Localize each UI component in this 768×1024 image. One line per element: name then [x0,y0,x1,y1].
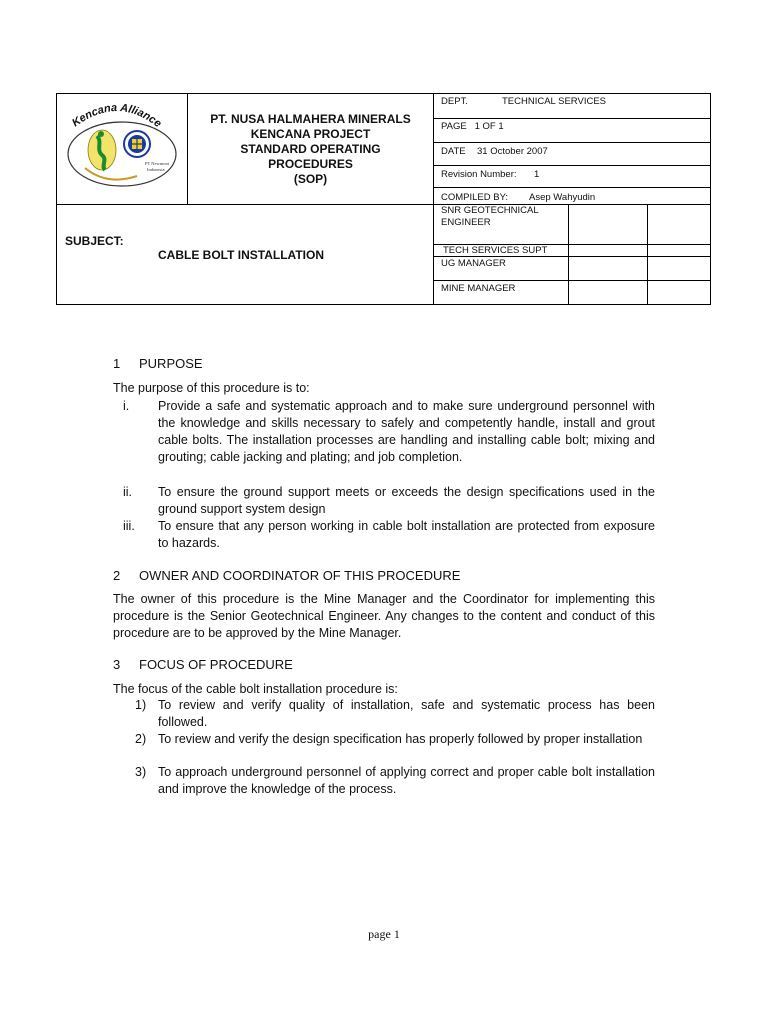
list-text: To review and verify quality of installation, safe and systematic process has been followed. [158,698,655,729]
col-line [568,204,569,304]
row-line [433,280,710,281]
revision-value: 1 [534,169,540,180]
list-marker: ii. [123,485,133,499]
compiled-value: Asep Wahyudin [529,192,596,203]
company-logo [57,94,188,204]
approval-ug-manager: UG MANAGER [441,258,506,269]
section-heading [113,568,460,583]
title-line: (SOP) [293,171,328,186]
row-line [433,187,710,188]
title-line: PT. NUSA HALMAHERA MINERALS [210,111,411,126]
approval-snr-geotech: SNR GEOTECHNICAL ENGINEER [441,205,539,228]
page-info: PAGE 1 OF 1 [441,121,504,132]
section-intro: The focus of the cable bolt installation procedure is: [113,682,398,696]
title-line: STANDARD OPERATING [240,141,381,156]
approval-tech-services-supt: TECH SERVICES SUPT [443,245,548,256]
list-item [113,764,655,798]
list-text: To ensure that any person working in cable bolt installation are protected from exposure to hazards. [158,519,655,550]
list-marker: i. [123,399,130,413]
title-line: PROCEDURES [268,156,353,171]
page-footer: page 1 [368,927,400,941]
list-item [113,484,655,518]
dept-value: TECHNICAL SERVICES [502,96,606,107]
row-line [433,256,710,257]
section-intro: The purpose of this procedure is to: [113,381,310,395]
list-item [113,697,655,731]
list-marker: 3) [135,765,147,779]
row-line [433,142,710,143]
list-marker: 2) [135,732,147,746]
revision-label: Revision Number: [441,169,517,180]
dept-label: DEPT. [441,96,468,107]
logo-sub-text: Indonesia [147,167,165,172]
logo-sub-text: PT Newmont [145,161,170,166]
title-line: KENCANA PROJECT [250,126,371,141]
list-marker: 1) [135,698,147,712]
section-paragraph: The owner of this procedure is the Mine Manager and the Coordinator for implementing this procedure is the Senior Geotechnical Engineer. Any changes to the content and conduct of this procedure are to be approved by the Mine Manager. [113,592,655,640]
list-text: Provide a safe and systematic approach and to make sure underground personnel with the knowledge and skills necessary to safely and competently handle, install and grout cable bolts. The installation processes are handling and installing cable bolt; mixing and grouting; cable jacking and plating; and job completion. [158,399,655,464]
subject-label: SUBJECT: [65,234,124,248]
list-item [113,518,655,552]
date-label: DATE [441,146,466,157]
approval-mine-manager: MINE MANAGER [441,283,516,294]
row-line [433,165,710,166]
section-heading [113,657,293,672]
sop-header-table [56,93,711,305]
company-title [188,94,433,204]
list-text: To review and verify the design specification has properly followed by proper installation [158,732,643,746]
section-number: 3 [113,657,121,672]
section-title: OWNER AND COORDINATOR OF THIS PROCEDURE [139,568,461,583]
subject-value: CABLE BOLT INSTALLATION [158,248,324,262]
section-heading [113,356,203,371]
logo-arc-text: Kencana Alliance [69,102,164,131]
date-value: 31 October 2007 [477,146,548,157]
list-text: To approach underground personnel of applying correct and proper cable bolt installation and improve the knowledge of the process. [158,765,655,796]
section-number: 2 [113,568,121,583]
list-item [113,398,655,466]
list-marker: iii. [123,519,135,533]
header-divider [57,204,710,205]
col-line [647,204,648,304]
compiled-label: COMPILED BY: [441,192,509,203]
list-text: To ensure the ground support meets or exceeds the design specifications used in the ground support system design [158,485,655,516]
info-divider [433,94,434,304]
section-title: FOCUS OF PROCEDURE [139,657,293,672]
list-item [113,731,655,748]
section-title: PURPOSE [139,356,203,371]
section-number: 1 [113,356,121,371]
row-line [433,118,710,119]
